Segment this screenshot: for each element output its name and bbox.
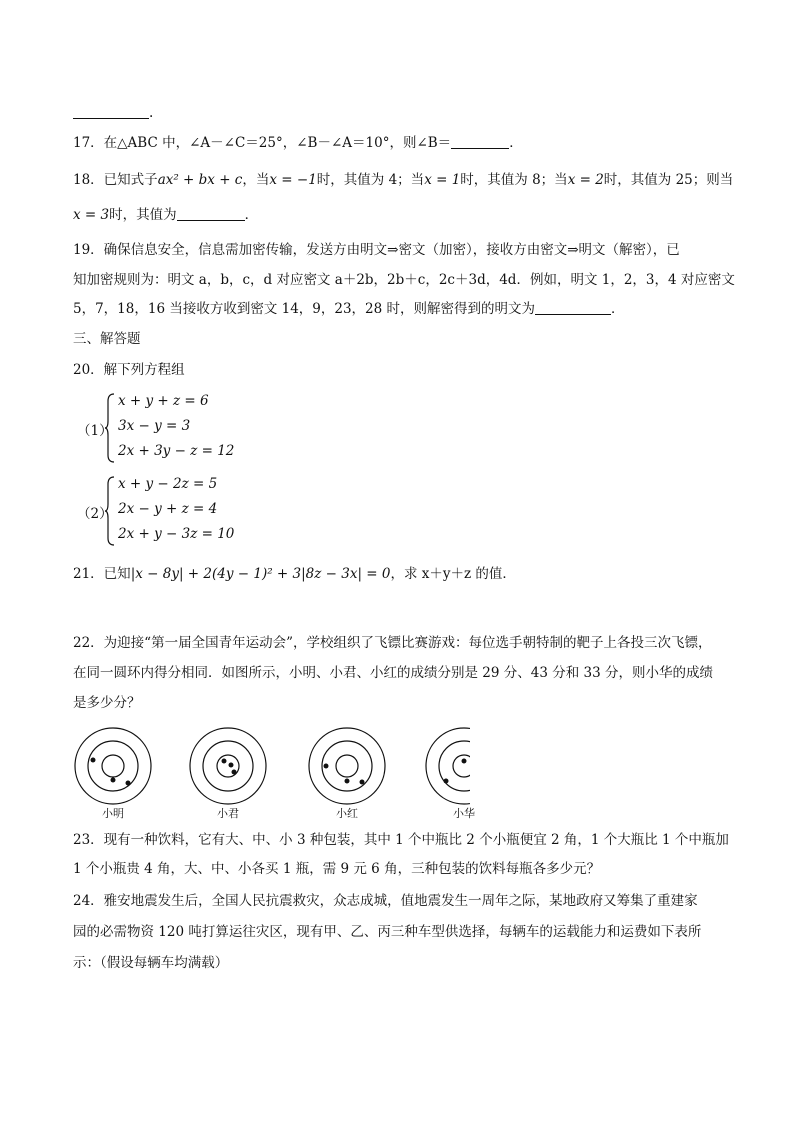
target-label-xiaoming: 小明 xyxy=(102,807,124,820)
question-24-line3: 示：（假设每辆车均满载） xyxy=(73,955,229,971)
question-19-line1: 19．确保信息安全，信息需加密传输，发送方由明文⇒密文（加密），接收方由密文⇒明文（解密），已 xyxy=(73,242,680,258)
equation: 3x − y = 3 xyxy=(118,418,191,434)
target-label-xiaohua: 小华 xyxy=(453,807,475,820)
dartboard-xiaohua xyxy=(426,728,470,804)
question-18-line1: 18．已知式子ax² + bx + c，当x = −1时，其值为 4；当x = 1时，其值为 8；当x = 2时，其值为 25；则当 xyxy=(73,172,734,188)
dart-hit xyxy=(91,758,96,763)
math-expression: |x − 8y| + 2(4y − 1)² + 3|8z − 3x| = 0 xyxy=(130,566,391,582)
question-20-title: 20．解下列方程组 xyxy=(73,362,185,378)
question-23-line2: 1 个小瓶贵 4 角，大、中、小各买 1 瓶，需 9 元 6 角，三种包装的饮料每瓶各多少元？ xyxy=(73,861,601,877)
equation: x + y + z = 6 xyxy=(118,393,209,409)
dart-hit xyxy=(111,778,116,783)
dart-hit xyxy=(229,763,234,768)
question-22-line1: 22．为迎接“第一届全国青年运动会”，学校组织了飞镖比赛游戏：每位选手朝特制的靶子上各投三次飞镖， xyxy=(73,635,712,651)
equation: 2x + 3y − z = 12 xyxy=(118,443,235,459)
q16-answer-line: . xyxy=(73,104,734,122)
answer-blank xyxy=(73,104,149,119)
question-19-line3: 5，7，18，16 当接收方收到密文 14，9，23，28 时，则解密得到的明文为 ． xyxy=(73,301,625,317)
section-heading: 三、解答题 xyxy=(73,331,141,347)
question-17-text: 17．在△ABC 中，∠A－∠C＝25°，∠B－∠A＝10°，则∠B＝ xyxy=(73,135,452,151)
question-19-line2: 知加密规则为：明文 a，b，c，d 对应密文 a＋2b，2b＋c，2c＋3d，4d．例如，明文 1，2，3，4 对应密文 xyxy=(73,272,735,288)
answer-blank xyxy=(535,300,611,315)
system-label: （1） xyxy=(77,423,113,439)
question-18-line2: x = 3时，其值为 ． xyxy=(73,207,259,223)
answer-blank xyxy=(451,134,509,149)
equation: 2x − y + z = 4 xyxy=(118,501,218,517)
dart-hit xyxy=(232,770,237,775)
dartboard-figures xyxy=(70,722,470,812)
question-23-line1: 23．现有一种饮料，它有大、中、小 3 种包装，其中 1 个中瓶比 2 个小瓶便宜 2 角，1 个大瓶比 1 个中瓶加 xyxy=(73,832,729,848)
question-22-line2: 在同一圆环内得分相同．如图所示，小明、小君、小红的成绩分别是 29 分、43 分和 33 分，则小华的成绩 xyxy=(73,665,713,681)
question-24-line1: 24．雅安地震发生后，全国人民抗震救灾，众志成城，值地震发生一周年之际，某地政府又筹集了重建家 xyxy=(73,893,698,909)
dart-hit xyxy=(222,759,227,764)
math-expression: ax² + bx + c xyxy=(157,172,243,188)
answer-blank xyxy=(177,206,245,221)
dart-hit xyxy=(345,779,350,784)
dart-hit xyxy=(324,764,329,769)
question-17: 17．在△ABC 中，∠A－∠C＝25°，∠B－∠A＝10°，则∠B＝ ． xyxy=(73,135,523,151)
dartboard-xiaoming xyxy=(75,728,151,804)
dart-hit xyxy=(360,780,365,785)
dartboard-xiaojun xyxy=(190,728,266,804)
equation: 2x + y − 3z = 10 xyxy=(118,526,235,542)
left-brace xyxy=(104,476,116,546)
question-21: 21．已知|x − 8y| + 2(4y − 1)² + 3|8z − 3x| = 0，求 x＋y＋z 的值． xyxy=(73,566,516,582)
target-label-xiaojun: 小君 xyxy=(217,807,239,820)
dart-hit xyxy=(462,759,467,764)
question-22-line3: 是多少分？ xyxy=(73,695,141,711)
system-label: （2） xyxy=(77,506,113,522)
left-brace xyxy=(104,393,116,463)
equation: x + y − 2z = 5 xyxy=(118,476,218,492)
question-24-line2: 园的必需物资 120 吨打算运往灾区，现有甲、乙、丙三种车型供选择，每辆车的运载能力和运费如下表所 xyxy=(73,924,702,940)
dartboard-xiaohong xyxy=(309,728,385,804)
dart-hit xyxy=(126,781,131,786)
dart-hit xyxy=(444,779,449,784)
target-label-xiaohong: 小红 xyxy=(336,807,358,820)
